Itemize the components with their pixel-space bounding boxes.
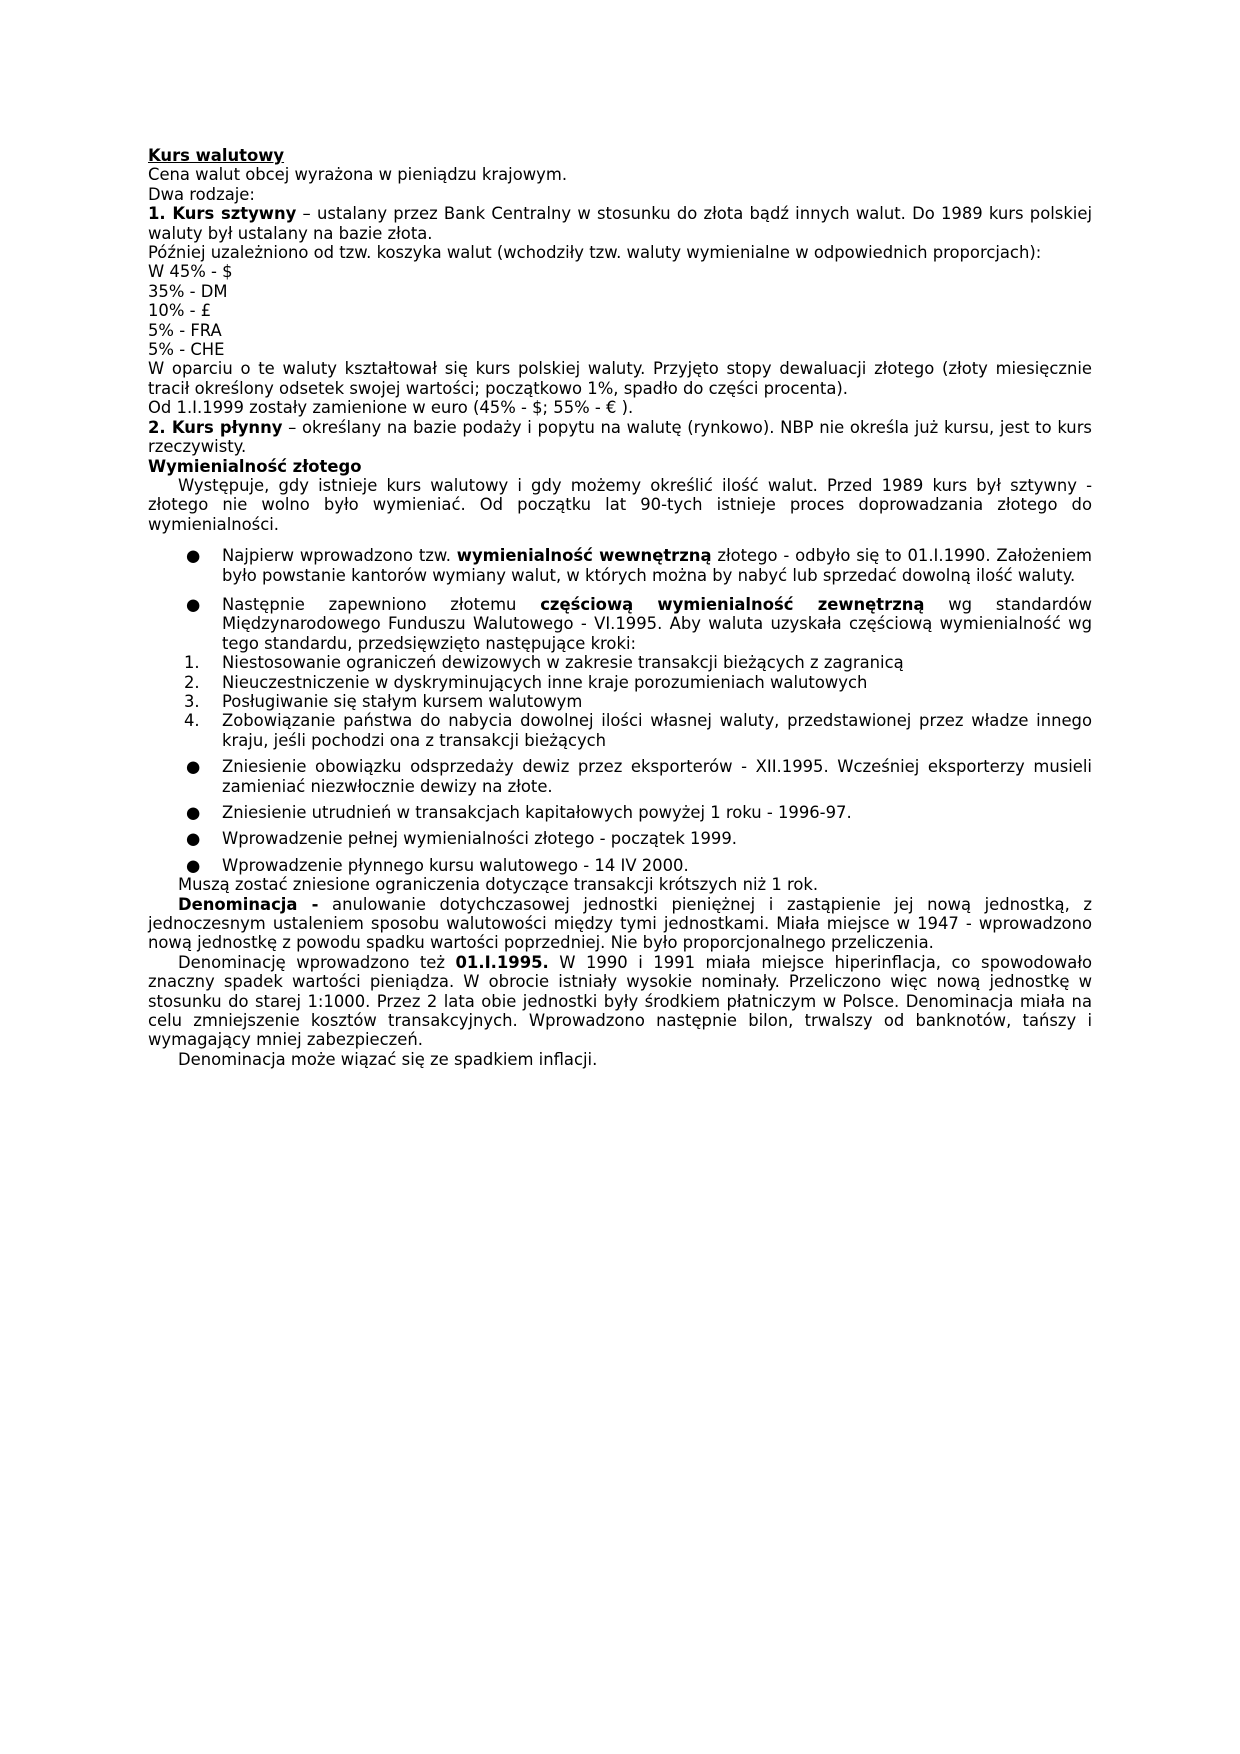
page-title: Kurs walutowy [148,146,285,165]
bullet-icon: ● [186,829,201,849]
restrictions-paragraph: Muszą zostać zniesione ograniczenia dotyczące transakcji krótszych niż 1 rok. [178,875,819,895]
fixed-rate-text: – ustalany przez Bank Centralny w stosunku do złota bądź innych walut. Do 1989 kurs polskiej waluty był ustalany na bazie złota. [148,204,1092,243]
denomination-paragraph [148,895,1092,953]
bullet-icon: ● [186,757,201,777]
list-item [148,546,1092,585]
numbered-item [148,673,1092,692]
convertibility-heading: Wymienialność złotego [148,456,362,476]
numbered-item-text: Posługiwanie się stałym kursem walutowym [222,691,583,711]
list-item [148,856,1092,875]
bullet-icon: ● [186,594,201,614]
numbered-item [148,711,1092,750]
basket-item: W 45% - $ [148,262,233,282]
numbered-item-text: Zobowiązanie państwa do nabycia dowolnej ilości własnej waluty, przedstawionej przez władze innego kraju, jeśli pochodzi ona z transakcji bieżących [222,711,1092,750]
fixed-rate-paragraph [148,204,1092,243]
list-item [148,757,1092,796]
list-item-text: Zniesienie obowiązku odsprzedaży dewiz przez eksporterów - XII.1995. Wcześniej eksporterzy musieli zamieniać niezwłocznie dewizy na złote. [222,757,1092,796]
bullet-icon: ● [186,803,201,822]
inflation-paragraph: Denominacja może wiązać się ze spadkiem inflacji. [178,1049,598,1069]
types-intro: Dwa rodzaje: [148,184,255,204]
numbered-item-text: Niestosowanie ograniczeń dewizowych w zakresie transakcji bieżących z zagranicą [222,653,904,673]
basket-item: 35% - DM [148,281,228,301]
numbered-item [148,692,1092,711]
list-item-text: Najpierw wprowadzono tzw. wymienialność wewnętrzną złotego - odbyło się to 01.I.1990. Założeniem było powstanie kantorów wymiany walut, w których można by nabyć lub sprzedać dowolną ilość waluty. [222,546,1092,585]
list-item [148,595,1092,653]
denomination-label: Denominacja - [178,894,319,914]
basket-intro: Później uzależniono od tzw. koszyka walut (wchodziły tzw. waluty wymienialne w odpowiednich proporcjach): [148,243,1042,263]
euro-line: Od 1.I.1999 zostały zamienione w euro (45% - $; 55% - € ). [148,398,634,418]
list-item-text: Wprowadzenie pełnej wymienialności złotego - początek 1999. [222,829,737,849]
item-number: 3. [184,691,200,711]
list-item [148,803,1092,822]
denomination-text: anulowanie dotychczasowej jednostki pieniężnej i zastąpienie jej nową jednostką, z jednoczesnym ustaleniem sposobu walutowości między tymi jednostkami. Miała miejsce w 1947 - wprowadzono nową jednostkę z powodu spadku wartości poprzedniej. Nie było proporcjonalnego przeliczenia. [148,894,1092,953]
definition-line: Cena walut obcej wyrażona w pieniądzu krajowym. [148,165,568,185]
basket-item: 5% - CHE [148,340,225,360]
convertibility-paragraph: Występuje, gdy istnieje kurs walutowy i gdy możemy określić ilość walut. Przed 1989 kurs był sztywny - złotego nie wolno było wymieniać. Od początku lat 90-tych istnieje proces doprowadzania złotego do wymienialności. [148,475,1092,534]
floating-rate-text: – określany na bazie podaży i popytu na walutę (rynkowo). NBP nie określa już kursu, jest to kurs rzeczywisty. [148,417,1092,457]
floating-rate-paragraph [148,418,1092,457]
document-page [148,146,1092,1069]
list-item [148,829,1092,848]
bullet-icon: ● [186,855,201,875]
numbered-item [148,653,1092,672]
list-item-text: Wprowadzenie płynnego kursu walutowego - 14 IV 2000. [222,855,689,875]
section-heading [148,457,1092,476]
devaluation-paragraph: W oparciu o te waluty kształtował się kurs polskiej waluty. Przyjęto stopy dewaluacji złotego (złoty miesięcznie tracił określony odsetek swojej wartości; początkowo 1%, spadło do części procenta). [148,359,1092,398]
list-item-text: Następnie zapewniono złotemu częściową wymienialność zewnętrzną wg standardów Międzynarodowego Funduszu Walutowego - VI.1995. Aby waluta uzyskała częściową wymienialność wg tego standardu, przedsięwzięto następujące kroki: [222,594,1092,653]
basket-item: 5% - FRA [148,320,222,340]
denomination-1995-paragraph: Denominację wprowadzono też 01.I.1995. W 1990 i 1991 miała miejsce hiperinflacja, co spowodowało znaczny spadek wartości pieniądza. W obrocie istniały wysokie nominały. Przeliczono więc nową jednostkę w stosunku do starej 1:1000. Przez 2 lata obie jednostki były środkiem płatniczym w Polsce. Denominacja miała na celu zmniejszenie kosztów transakcyjnych. Wprowadzono następnie bilon, trwalszy od banknotów, tańszy i wymagający mniej zabezpieczeń. [148,952,1092,1050]
bullet-icon: ● [186,546,201,566]
list-item-text: Zniesienie utrudnień w transakcjach kapitałowych powyżej 1 roku - 1996-97. [222,803,852,822]
fixed-rate-label: 1. Kurs sztywny [148,204,297,224]
basket-item: 10% - £ [148,301,212,321]
item-number: 1. [184,653,200,673]
numbered-item-text: Nieuczestniczenie w dyskryminujących inne kraje porozumieniach walutowych [222,672,868,692]
floating-rate-label: 2. Kurs płynny [148,417,283,437]
item-number: 4. [184,711,200,731]
item-number: 2. [184,672,200,692]
